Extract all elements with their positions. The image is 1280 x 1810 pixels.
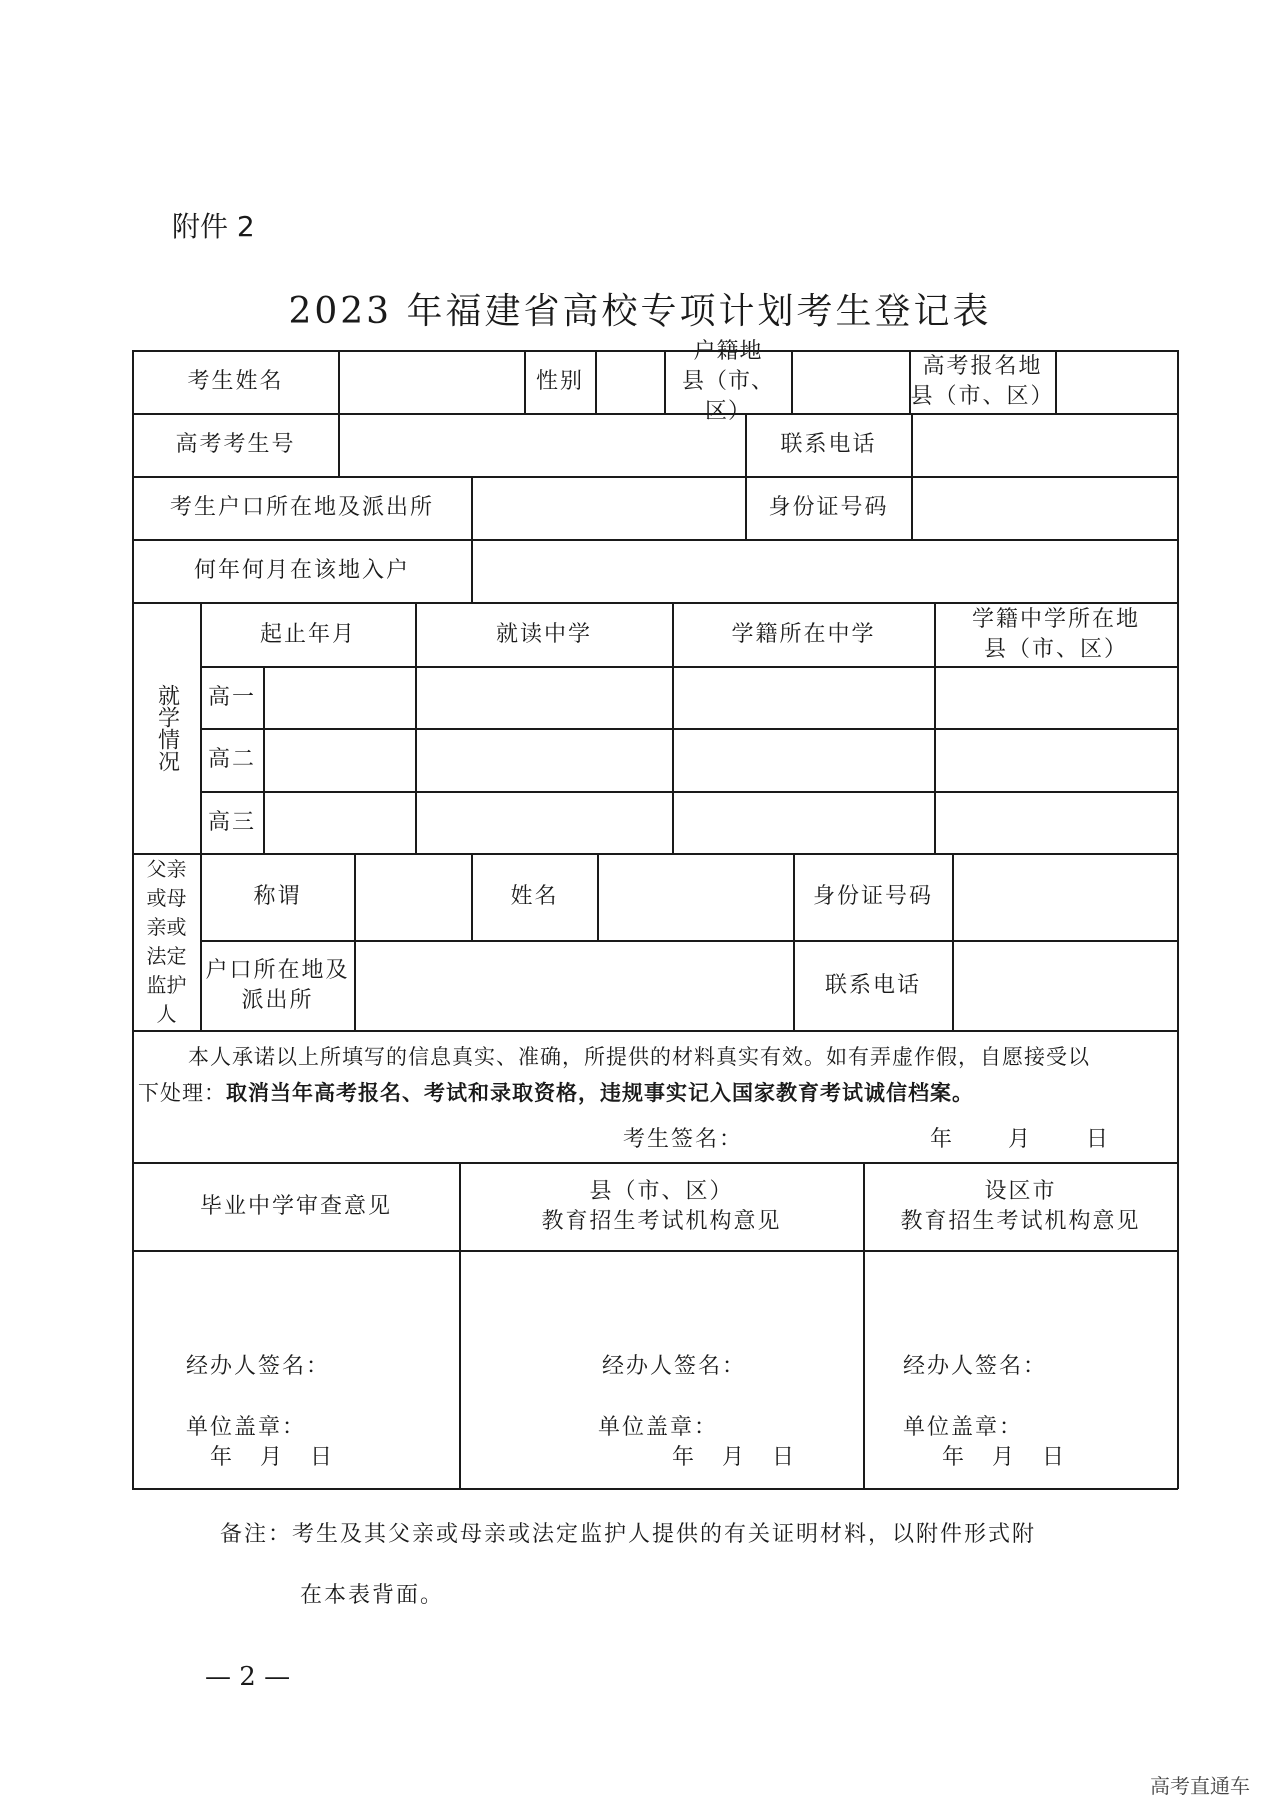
attachment-label: 附件 2 [172,210,255,243]
school-location-header-line1: 学籍中学所在地 [971,606,1140,632]
parent-hukou-label-line1: 户口所在地及 [205,957,350,983]
county-seal-label: 单位盖章： [598,1415,719,1440]
school-review-title: 毕业中学审查意见 [199,1193,392,1219]
row-divider [132,1250,1178,1252]
parent-hukou-label [201,941,354,1030]
row-divider [132,1030,1178,1032]
table-border-bottom [132,1488,1178,1490]
gender-label: 性别 [535,369,584,394]
parent-id-label: 身份证号码 [812,884,933,909]
school-location-header-line2: 县（市、区） [983,636,1128,662]
id-number-label: 身份证号码 [768,495,889,520]
city-seal-label: 单位盖章： [903,1415,1024,1440]
student-name-label: 考生姓名 [187,369,284,394]
settle-date-field[interactable] [472,540,1177,602]
baoming-label-line2: 县（市、区） [910,384,1055,409]
pledge-line-1: 本人承诺以上所填写的信息真实、准确，所提供的材料真实有效。如有弄虚作假，自愿接受以 [188,1045,1090,1069]
school-handler-label: 经办人签名： [186,1354,331,1379]
page-number: — 2 — [205,1662,291,1692]
row-divider [200,728,1178,730]
grade-label: 高三 [207,809,256,835]
huji-field[interactable] [792,351,909,413]
watermark: 高考直通车 [1150,1774,1250,1798]
registered-school-header: 学籍所在中学 [731,621,876,647]
exam-number-label: 高考考生号 [175,432,296,457]
phone-field[interactable] [912,414,1177,476]
pledge-consequence: 取消当年高考报名、考试和录取资格，违规事实记入国家教育考试诚信档案。 [226,1080,974,1105]
parent-section-label-text: 父亲或母亲或法定监护人 [146,857,187,1026]
parent-name-label: 姓名 [510,884,559,909]
huji-label-line1: 户籍地 [693,339,763,364]
county-review-date: 年 月 日 [672,1445,798,1470]
school-seal-label: 单位盖章： [186,1415,307,1440]
baoming-field[interactable] [1056,351,1177,413]
exam-number-field[interactable] [339,414,745,476]
parent-phone-field[interactable] [953,941,1177,1030]
baoming-label [910,351,1055,413]
table-border-right [1177,350,1179,1489]
parent-section-label [133,854,200,1030]
row-divider [200,791,1178,793]
student-signature-label: 考生签名： [623,1127,744,1152]
city-review-title-line1: 设区市 [984,1178,1057,1204]
city-review-title-line2: 教育招生考试机构意见 [900,1208,1141,1234]
hukou-label: 考生户口所在地及派出所 [169,495,434,520]
school-section-label: 就学情况 [154,684,180,772]
settle-date-label: 何年何月在该地入户 [193,558,410,583]
parent-phone-label: 联系电话 [824,972,921,998]
phone-label: 联系电话 [780,432,877,457]
county-review-title [460,1163,863,1250]
form-title: 2023 年福建省高校专项计划考生登记表 [288,291,992,332]
huji-label-line2: 县（市、区） [681,369,774,424]
parent-id-field[interactable] [953,854,1177,940]
hukou-field[interactable] [472,477,745,539]
school-location-header [935,603,1177,666]
grade-label: 高一 [207,684,256,710]
student-name-field[interactable] [339,351,524,413]
relation-label: 称谓 [253,884,302,909]
pledge-prefix: 下处理： [138,1081,226,1105]
school-review-date: 年 月 日 [210,1445,336,1470]
huji-label [665,339,791,424]
row-divider [200,666,1178,668]
county-review-title-line2: 教育招生考试机构意见 [541,1208,782,1234]
period-header: 起止年月 [259,621,356,647]
grade-label: 高二 [207,747,256,772]
pledge-line-2 [138,1078,974,1108]
gender-field[interactable] [596,351,664,413]
baoming-label-line1: 高考报名地 [922,354,1043,379]
city-review-date: 年 月 日 [942,1445,1068,1470]
parent-name-field[interactable] [598,854,793,940]
school-header: 就读中学 [495,621,592,647]
parent-hukou-label-line2: 派出所 [241,987,314,1013]
county-handler-label: 经办人签名： [602,1354,747,1379]
remark-line-1: 备注：考生及其父亲或母亲或法定监护人提供的有关证明材料，以附件形式附 [220,1522,1037,1547]
county-review-title-line1: 县（市、区） [589,1178,734,1204]
parent-hukou-field[interactable] [355,941,793,1030]
id-number-field[interactable] [912,477,1177,539]
city-handler-label: 经办人签名： [903,1354,1048,1379]
col-divider [263,666,265,854]
relation-field[interactable] [355,854,471,940]
city-review-title [864,1163,1177,1250]
student-signature-date: 年 月 日 [930,1127,1113,1152]
remark-line-2: 在本表背面。 [300,1583,445,1608]
